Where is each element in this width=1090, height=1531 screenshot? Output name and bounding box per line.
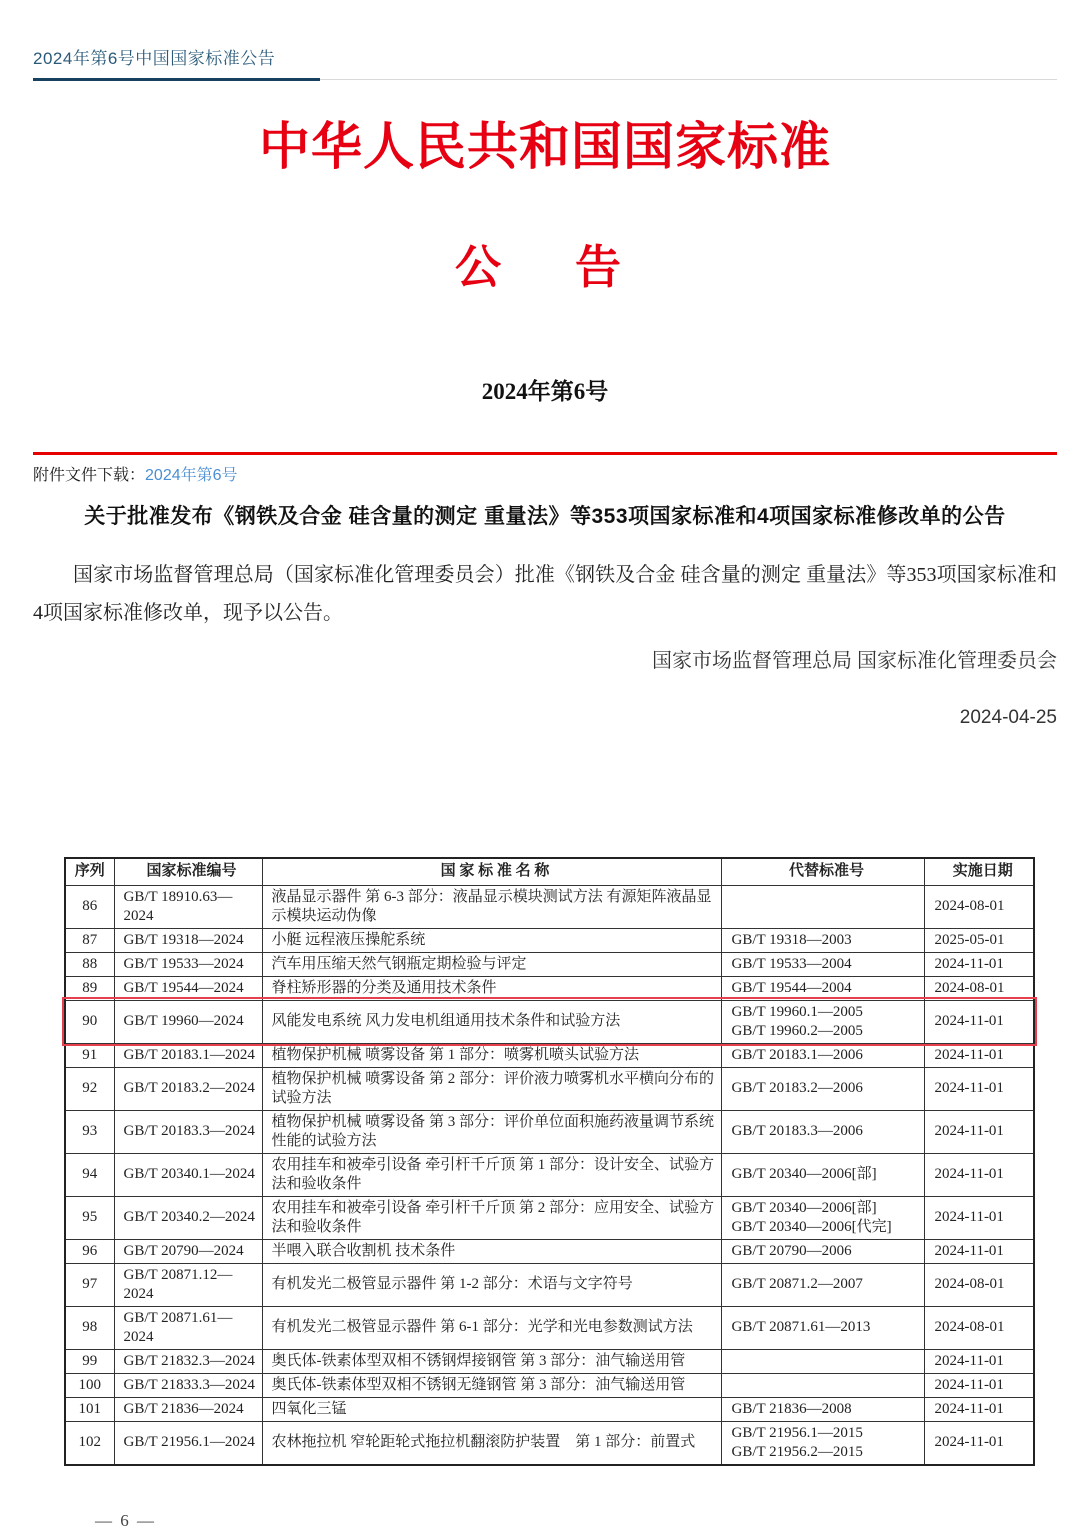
cell-replaced-standards: GB/T 20183.2—2006 — [721, 1067, 924, 1110]
cell-standard-name: 有机发光二极管显示器件 第 6-1 部分：光学和光电参数测试方法 — [262, 1306, 721, 1349]
cell-sequence: 91 — [65, 1043, 114, 1067]
table-row-highlighted — [65, 1000, 1034, 1043]
cell-sequence: 96 — [65, 1239, 114, 1263]
cell-replaced-standards: GB/T 20183.3—2006 — [721, 1110, 924, 1153]
column-header: 代替标准号 — [721, 858, 924, 885]
cell-standard-name: 有机发光二极管显示器件 第 1-2 部分：术语与文字符号 — [262, 1263, 721, 1306]
cell-implementation-date: 2024-11-01 — [924, 1373, 1034, 1397]
table-row — [65, 1239, 1034, 1263]
cell-sequence: 95 — [65, 1196, 114, 1239]
cell-standard-name: 液晶显示器件 第 6-3 部分：液晶显示模块测试方法 有源矩阵液晶显示模块运动伪像 — [262, 885, 721, 928]
cell-sequence: 93 — [65, 1110, 114, 1153]
table-header-row — [65, 858, 1034, 885]
cell-implementation-date: 2024-11-01 — [924, 1397, 1034, 1421]
announcement-date: 2024-04-25 — [959, 707, 1057, 728]
cell-replaced-standards: GB/T 20871.61—2013 — [721, 1306, 924, 1349]
cell-implementation-date: 2024-11-01 — [924, 1043, 1034, 1067]
cell-sequence: 88 — [65, 952, 114, 976]
attachment-download-link[interactable]: 2024年第6号 — [145, 467, 238, 484]
cell-sequence: 86 — [65, 885, 114, 928]
cell-sequence: 94 — [65, 1153, 114, 1196]
cell-implementation-date: 2024-11-01 — [924, 1421, 1034, 1465]
table-row — [65, 1153, 1034, 1196]
cell-implementation-date: 2025-05-01 — [924, 928, 1034, 952]
cell-standard-code: GB/T 20340.1—2024 — [114, 1153, 262, 1196]
cell-replaced-standards — [721, 885, 924, 928]
cell-implementation-date: 2024-08-01 — [924, 1263, 1034, 1306]
cell-standard-name: 脊柱矫形器的分类及通用技术条件 — [262, 976, 721, 1000]
table-row — [65, 952, 1034, 976]
column-header: 实施日期 — [924, 858, 1034, 885]
table-row — [65, 1067, 1034, 1110]
cell-implementation-date: 2024-11-01 — [924, 1153, 1034, 1196]
column-header: 国家标准编号 — [114, 858, 262, 885]
cell-replaced-standards: GB/T 20340—2006[部] GB/T 20340—2006[代完] — [721, 1196, 924, 1239]
cell-standard-name: 汽车用压缩天然气钢瓶定期检验与评定 — [262, 952, 721, 976]
cell-sequence: 90 — [65, 1000, 114, 1043]
cell-sequence: 92 — [65, 1067, 114, 1110]
cell-sequence: 102 — [65, 1421, 114, 1465]
cell-standard-name: 农林拖拉机 窄轮距轮式拖拉机翻滚防护装置 第 1 部分：前置式 — [262, 1421, 721, 1465]
cell-implementation-date: 2024-11-01 — [924, 952, 1034, 976]
cell-standard-code: GB/T 20340.2—2024 — [114, 1196, 262, 1239]
cell-standard-code: GB/T 21833.3—2024 — [114, 1373, 262, 1397]
table-row — [65, 1110, 1034, 1153]
cell-standard-code: GB/T 20790—2024 — [114, 1239, 262, 1263]
cell-replaced-standards: GB/T 19318—2003 — [721, 928, 924, 952]
cell-replaced-standards: GB/T 20871.2—2007 — [721, 1263, 924, 1306]
masthead-rule-light-segment — [320, 79, 1057, 80]
cell-standard-name: 农用挂车和被牵引设备 牵引杆千斤顶 第 1 部分：设计安全、试验方法和验收条件 — [262, 1153, 721, 1196]
cell-replaced-standards: GB/T 19960.1—2005 GB/T 19960.2—2005 — [721, 1000, 924, 1043]
column-header: 国 家 标 准 名 称 — [262, 858, 721, 885]
document-page — [0, 44, 1090, 1531]
cell-standard-name: 奥氏体-铁素体型双相不锈钢无缝钢管 第 3 部分：油气输送用管 — [262, 1373, 721, 1397]
cell-standard-code: GB/T 20183.1—2024 — [114, 1043, 262, 1067]
cell-standard-name: 植物保护机械 喷雾设备 第 1 部分：喷雾机喷头试验方法 — [262, 1043, 721, 1067]
red-divider-rule — [33, 452, 1057, 455]
announcement-body: 国家市场监督管理总局（国家标准化管理委员会）批准《钢铁及合金 硅含量的测定 重量法》等353项国家标准和4项国家标准修改单，现予以公告。 — [33, 564, 1057, 624]
issue-number: 2024年第6号 — [481, 379, 609, 404]
cell-implementation-date: 2024-08-01 — [924, 976, 1034, 1000]
cell-replaced-standards: GB/T 20183.1—2006 — [721, 1043, 924, 1067]
masthead-rule-dark-segment — [33, 78, 320, 81]
cell-standard-code: GB/T 19318—2024 — [114, 928, 262, 952]
table-row — [65, 1196, 1034, 1239]
masthead-rule — [33, 78, 1057, 81]
table-row — [65, 1263, 1034, 1306]
cell-standard-name: 奥氏体-铁素体型双相不锈钢焊接钢管 第 3 部分：油气输送用管 — [262, 1349, 721, 1373]
cell-implementation-date: 2024-11-01 — [924, 1349, 1034, 1373]
document-title: 中华人民共和国国家标准 — [258, 120, 831, 176]
cell-standard-code: GB/T 20871.61—2024 — [114, 1306, 262, 1349]
cell-replaced-standards — [721, 1373, 924, 1397]
cell-standard-name: 风能发电系统 风力发电机组通用技术条件和试验方法 — [262, 1000, 721, 1043]
issuing-authorities: 国家市场监督管理总局 国家标准化管理委员会 — [652, 650, 1057, 672]
cell-standard-code: GB/T 18910.63—2024 — [114, 885, 262, 928]
cell-standard-code: GB/T 19960—2024 — [114, 1000, 262, 1043]
cell-sequence: 89 — [65, 976, 114, 1000]
cell-standard-name: 植物保护机械 喷雾设备 第 3 部分：评价单位面积施药液量调节系统性能的试验方法 — [262, 1110, 721, 1153]
cell-implementation-date: 2024-11-01 — [924, 1196, 1034, 1239]
cell-implementation-date: 2024-11-01 — [924, 1000, 1034, 1043]
cell-sequence: 101 — [65, 1397, 114, 1421]
standards-table-wrapper — [33, 857, 1057, 1466]
page-number: — 6 — — [95, 1510, 156, 1530]
masthead-title: 2024年第6号中国国家标准公告 — [33, 49, 276, 68]
cell-sequence: 87 — [65, 928, 114, 952]
cell-replaced-standards: GB/T 21836—2008 — [721, 1397, 924, 1421]
cell-replaced-standards: GB/T 19544—2004 — [721, 976, 924, 1000]
cell-implementation-date: 2024-11-01 — [924, 1239, 1034, 1263]
attachment-line — [33, 462, 1057, 485]
cell-standard-code: GB/T 20183.3—2024 — [114, 1110, 262, 1153]
cell-standard-code: GB/T 21836—2024 — [114, 1397, 262, 1421]
standards-table-body — [65, 885, 1034, 1465]
announcement-heading: 关于批准发布《钢铁及合金 硅含量的测定 重量法》等353项国家标准和4项国家标准修改单的公告 — [84, 505, 1006, 528]
table-row — [65, 1043, 1034, 1067]
table-row — [65, 1421, 1034, 1465]
cell-standard-name: 四氧化三锰 — [262, 1397, 721, 1421]
document-title-announcement: 公 告 — [455, 242, 635, 293]
cell-implementation-date: 2024-08-01 — [924, 1306, 1034, 1349]
cell-standard-code: GB/T 20871.12—2024 — [114, 1263, 262, 1306]
table-row — [65, 1397, 1034, 1421]
cell-standard-code: GB/T 21956.1—2024 — [114, 1421, 262, 1465]
cell-sequence: 99 — [65, 1349, 114, 1373]
cell-replaced-standards: GB/T 20790—2006 — [721, 1239, 924, 1263]
cell-standard-code: GB/T 21832.3—2024 — [114, 1349, 262, 1373]
cell-implementation-date: 2024-08-01 — [924, 885, 1034, 928]
cell-standard-name: 小艇 远程液压操舵系统 — [262, 928, 721, 952]
cell-standard-code: GB/T 20183.2—2024 — [114, 1067, 262, 1110]
table-row — [65, 976, 1034, 1000]
cell-standard-code: GB/T 19544—2024 — [114, 976, 262, 1000]
cell-replaced-standards — [721, 1349, 924, 1373]
table-row — [65, 1349, 1034, 1373]
standards-table — [64, 857, 1035, 1466]
column-header: 序列 — [65, 858, 114, 885]
attachment-label: 附件文件下载： — [33, 467, 146, 484]
table-row — [65, 885, 1034, 928]
cell-standard-name: 农用挂车和被牵引设备 牵引杆千斤顶 第 2 部分：应用安全、试验方法和验收条件 — [262, 1196, 721, 1239]
table-row — [65, 1306, 1034, 1349]
cell-implementation-date: 2024-11-01 — [924, 1067, 1034, 1110]
cell-standard-code: GB/T 19533—2024 — [114, 952, 262, 976]
cell-sequence: 100 — [65, 1373, 114, 1397]
cell-standard-name: 植物保护机械 喷雾设备 第 2 部分：评价液力喷雾机水平横向分布的试验方法 — [262, 1067, 721, 1110]
cell-implementation-date: 2024-11-01 — [924, 1110, 1034, 1153]
table-row — [65, 928, 1034, 952]
cell-replaced-standards: GB/T 21956.1—2015 GB/T 21956.2—2015 — [721, 1421, 924, 1465]
cell-replaced-standards: GB/T 19533—2004 — [721, 952, 924, 976]
cell-sequence: 98 — [65, 1306, 114, 1349]
table-row — [65, 1373, 1034, 1397]
cell-standard-name: 半喂入联合收割机 技术条件 — [262, 1239, 721, 1263]
cell-replaced-standards: GB/T 20340—2006[部] — [721, 1153, 924, 1196]
cell-sequence: 97 — [65, 1263, 114, 1306]
